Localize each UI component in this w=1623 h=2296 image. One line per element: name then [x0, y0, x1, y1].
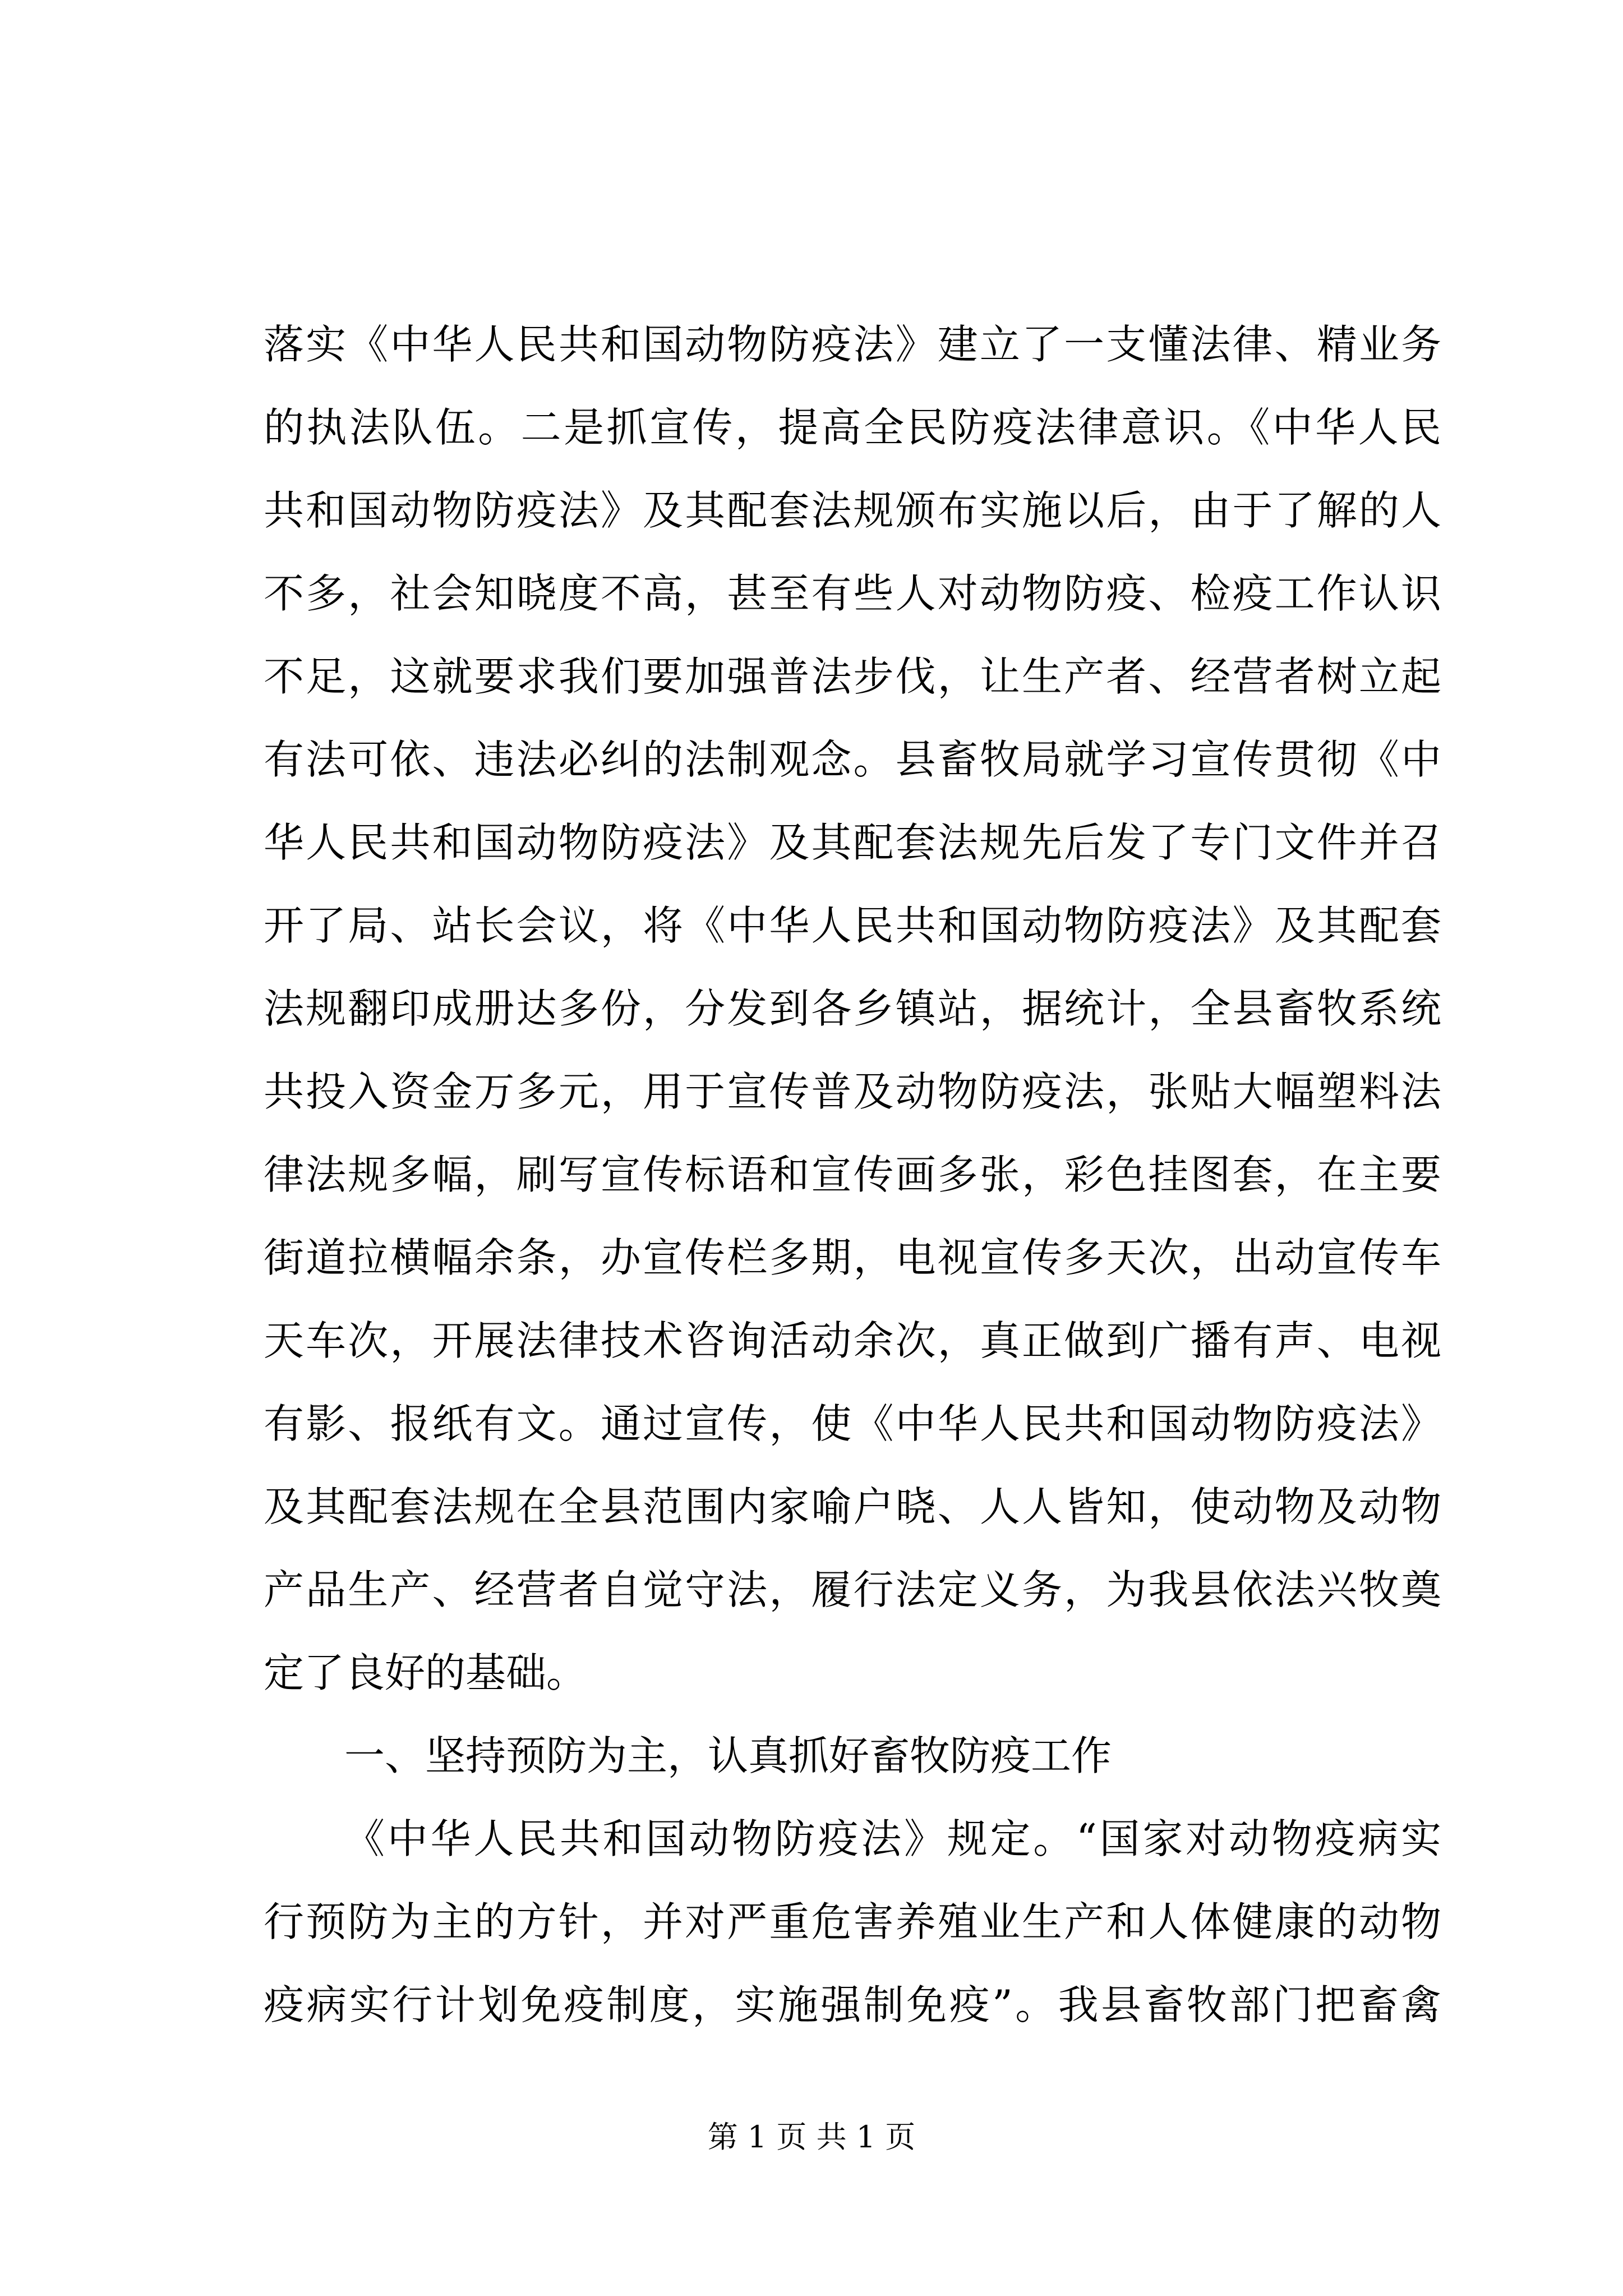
document-body: [264, 303, 1441, 2046]
page-footer: [0, 2115, 1623, 2160]
text-line: 共和国动物防疫法》及其配套法规颁布实施以后，由于了解的人: [264, 487, 1441, 534]
text-line: 有影、报纸有文。通过宣传，使《中华人民共和国动物防疫法》: [264, 1400, 1441, 1447]
text-line: 产品生产、经营者自觉守法，履行法定义务，为我县依法兴牧奠: [264, 1566, 1441, 1613]
text-line: 开了局、站长会议，将《中华人民共和国动物防疫法》及其配套: [264, 902, 1441, 949]
text-line: 不足，这就要求我们要加强普法步伐，让生产者、经营者树立起: [264, 653, 1441, 700]
text-line: 行预防为主的方针，并对严重危害养殖业生产和人体健康的动物: [264, 1898, 1441, 1945]
text-line: 法规翻印成册达多份，分发到各乡镇站，据统计，全县畜牧系统: [264, 985, 1441, 1032]
text-line: 疫病实行计划免疫制度，实施强制免疫”。我县畜牧部门把畜禽: [264, 1981, 1441, 2028]
text-line: 定了良好的基础。: [264, 1649, 587, 1696]
text-line: 不多，社会知晓度不高，甚至有些人对动物防疫、检疫工作认识: [264, 570, 1441, 617]
text-line: 的执法队伍。二是抓宣传，提高全民防疫法律意识。《中华人民: [264, 404, 1441, 451]
text-line: 华人民共和国动物防疫法》及其配套法规先后发了专门文件并召: [264, 819, 1441, 866]
text-line: 《中华人民共和国动物防疫法》规定。“国家对动物疫病实: [344, 1815, 1441, 1862]
text-line: 有法可依、违法必纠的法制观念。县畜牧局就学习宣传贯彻《中: [264, 736, 1441, 783]
text-line: 律法规多幅，刷写宣传标语和宣传画多张，彩色挂图套，在主要: [264, 1151, 1441, 1198]
text-line: 落实《中华人民共和国动物防疫法》建立了一支懂法律、精业务: [264, 321, 1441, 368]
text-line: 天车次，开展法律技术咨询活动余次，真正做到广播有声、电视: [264, 1317, 1441, 1364]
text-line: 及其配套法规在全县范围内家喻户晓、人人皆知，使动物及动物: [264, 1483, 1441, 1530]
text-line: 街道拉横幅余条，办宣传栏多期，电视宣传多天次，出动宣传车: [264, 1234, 1441, 1281]
section-heading: 一、坚持预防为主，认真抓好畜牧防疫工作: [344, 1732, 1112, 1779]
page-number-label: 第 1 页 共 1 页: [707, 2119, 916, 2155]
text-line: 共投入资金万多元，用于宣传普及动物防疫法，张贴大幅塑料法: [264, 1068, 1441, 1115]
